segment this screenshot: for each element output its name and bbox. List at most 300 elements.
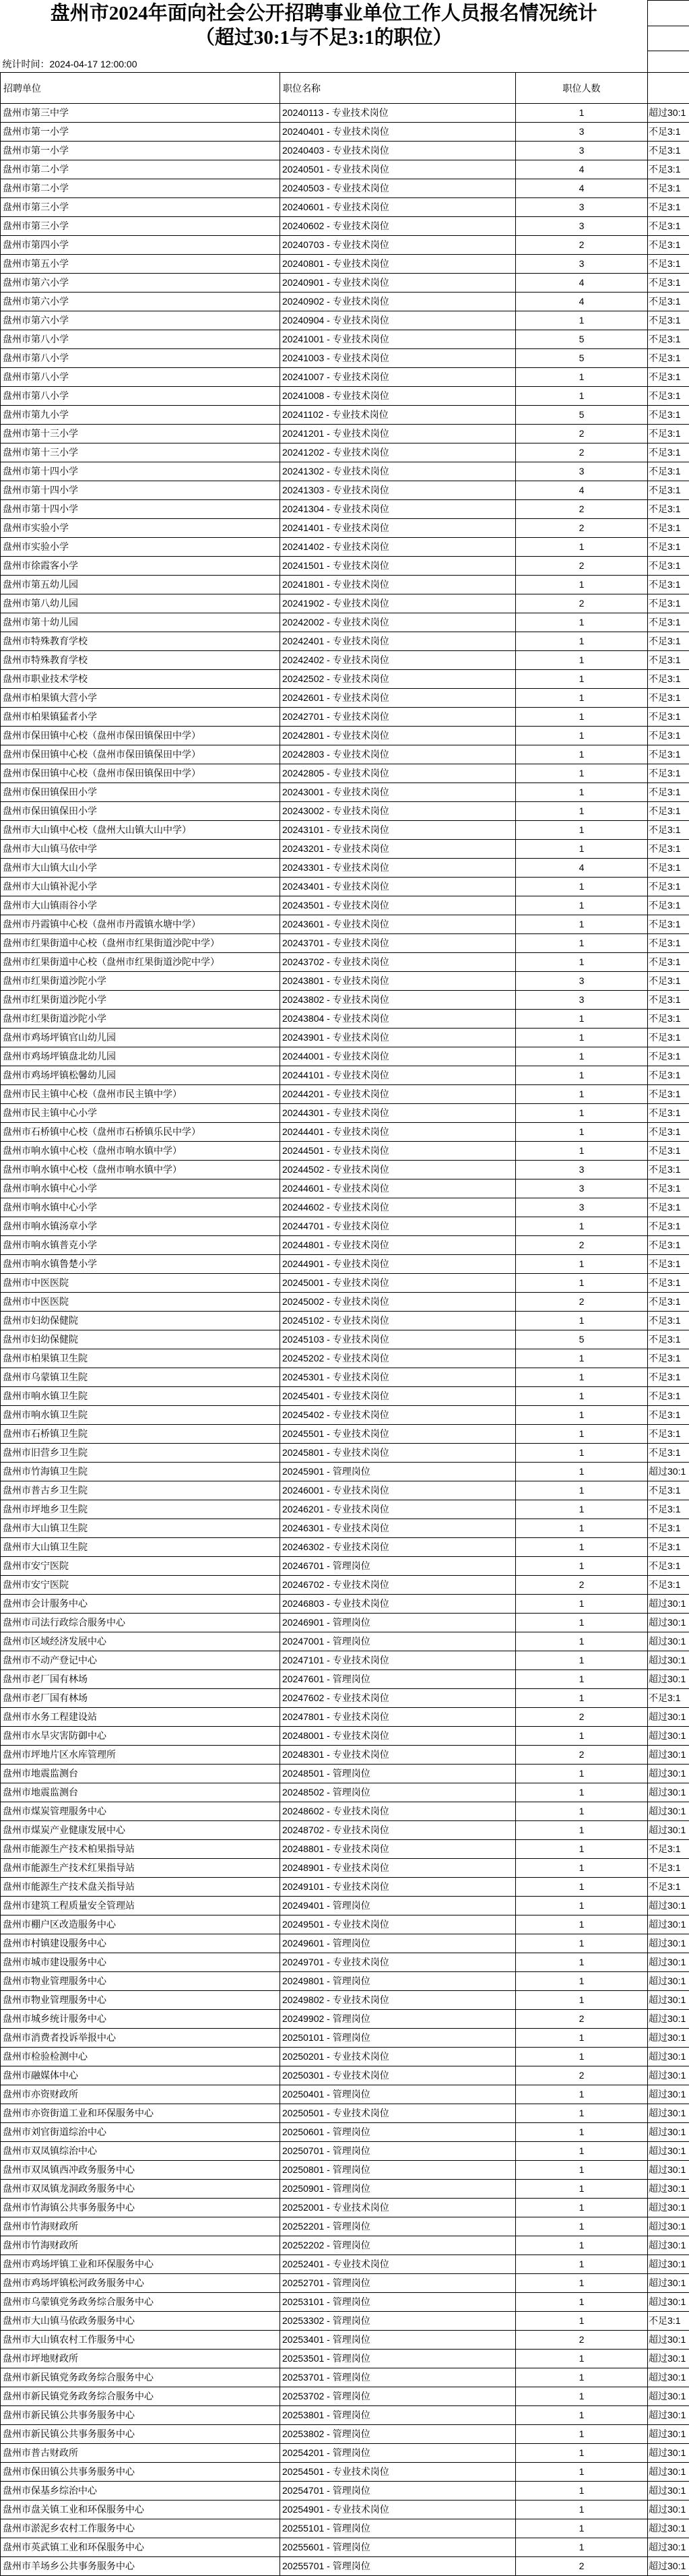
cell-cnt: 1 (516, 915, 648, 934)
table-row (1, 1142, 689, 1161)
cell-cnt: 1 (516, 840, 648, 859)
table-row (1, 1991, 689, 2010)
cell-pos: 20250801 - 管理岗位 (280, 2161, 516, 2180)
cell-ratio: 超过30:1 (648, 2463, 689, 2482)
cell-cnt: 1 (516, 2293, 648, 2312)
cell-pos: 20243901 - 专业技术岗位 (280, 1029, 516, 1047)
cell-pos: 20241007 - 专业技术岗位 (280, 368, 516, 387)
table-row (1, 1519, 689, 1538)
cell-pos: 20241302 - 专业技术岗位 (280, 462, 516, 481)
cell-cnt: 5 (516, 406, 648, 425)
cell-cnt: 1 (516, 576, 648, 594)
table-row (1, 1897, 689, 1915)
cell-ratio: 不足3:1 (648, 745, 689, 764)
cell-ratio: 不足3:1 (648, 368, 689, 387)
table-row (1, 2085, 689, 2104)
cell-unit: 盘州市红果街道中心校（盘州市红果街道沙陀中学） (1, 953, 280, 972)
cell-pos: 20249101 - 专业技术岗位 (280, 1878, 516, 1897)
cell-cnt: 1 (516, 2255, 648, 2274)
cell-ratio: 超过30:1 (648, 1463, 689, 1481)
cell-ratio: 超过30:1 (648, 1727, 689, 1746)
header-count: 职位人数 (516, 73, 648, 104)
cell-unit: 盘州市第五小学 (1, 255, 280, 274)
cell-pos: 20244701 - 专业技术岗位 (280, 1217, 516, 1236)
table-row (1, 1198, 689, 1217)
cell-ratio: 不足3:1 (648, 557, 689, 576)
cell-cnt: 1 (516, 1481, 648, 1500)
cell-ratio: 超过30:1 (648, 1746, 689, 1765)
table-row (1, 802, 689, 821)
cell-ratio: 不足3:1 (648, 142, 689, 160)
cell-unit: 盘州市司法行政综合服务中心 (1, 1614, 280, 1632)
cell-cnt: 1 (516, 1670, 648, 1689)
cell-cnt: 1 (516, 2444, 648, 2463)
cell-pos: 20241902 - 专业技术岗位 (280, 594, 516, 613)
cell-pos: 20250501 - 专业技术岗位 (280, 2104, 516, 2123)
cell-unit: 盘州市鸡场坪镇盘北幼儿园 (1, 1047, 280, 1066)
cell-ratio: 不足3:1 (648, 274, 689, 293)
table-row (1, 1783, 689, 1802)
cell-unit: 盘州市中医医院 (1, 1274, 280, 1293)
cell-cnt: 2 (516, 443, 648, 462)
table-row (1, 859, 689, 878)
table-row (1, 425, 689, 443)
cell-pos: 20246201 - 专业技术岗位 (280, 1500, 516, 1519)
cell-ratio: 不足3:1 (648, 1557, 689, 1576)
cell-cnt: 1 (516, 821, 648, 840)
cell-cnt: 2 (516, 500, 648, 519)
cell-ratio: 超过30:1 (648, 1708, 689, 1727)
cell-ratio: 超过30:1 (648, 2501, 689, 2519)
cell-ratio: 不足3:1 (648, 783, 689, 802)
cell-cnt: 1 (516, 689, 648, 708)
cell-cnt: 1 (516, 802, 648, 821)
cell-cnt: 1 (516, 670, 648, 689)
cell-ratio: 超过30:1 (648, 2010, 689, 2029)
table-row (1, 764, 689, 783)
cell-ratio: 超过30:1 (648, 2180, 689, 2199)
cell-unit: 盘州市保田镇保田小学 (1, 783, 280, 802)
cell-unit: 盘州市双凤镇西冲政务服务中心 (1, 2161, 280, 2180)
cell-ratio: 不足3:1 (648, 1142, 689, 1161)
cell-ratio: 超过30:1 (648, 2048, 689, 2066)
cell-unit: 盘州市鸡场坪镇官山幼儿园 (1, 1029, 280, 1047)
table-row (1, 274, 689, 293)
cell-pos: 20240503 - 专业技术岗位 (280, 179, 516, 198)
cell-ratio: 不足3:1 (648, 1425, 689, 1444)
cell-cnt: 1 (516, 1142, 648, 1161)
cell-cnt: 4 (516, 179, 648, 198)
table-row (1, 1274, 689, 1293)
cell-unit: 盘州市民主镇中心小学 (1, 1104, 280, 1123)
cell-unit: 盘州市老厂国有林场 (1, 1670, 280, 1689)
cell-ratio: 超过30:1 (648, 1670, 689, 1689)
cell-cnt: 3 (516, 198, 648, 217)
cell-pos: 20240401 - 专业技术岗位 (280, 123, 516, 142)
cell-ratio: 不足3:1 (648, 1368, 689, 1387)
cell-cnt: 1 (516, 1915, 648, 1934)
cell-cnt: 1 (516, 1029, 648, 1047)
cell-ratio: 不足3:1 (648, 1840, 689, 1859)
table-row (1, 160, 689, 179)
cell-cnt: 1 (516, 1104, 648, 1123)
cell-cnt: 1 (516, 783, 648, 802)
table-row (1, 2538, 689, 2557)
table-row (1, 500, 689, 519)
cell-cnt: 2 (516, 236, 648, 255)
cell-ratio: 不足3:1 (648, 915, 689, 934)
cell-unit: 盘州市竹海镇卫生院 (1, 1463, 280, 1481)
table-row (1, 293, 689, 311)
cell-unit: 盘州市第九小学 (1, 406, 280, 425)
table-row (1, 406, 689, 425)
cell-cnt: 2 (516, 1576, 648, 1595)
cell-pos: 20241501 - 专业技术岗位 (280, 557, 516, 576)
cell-ratio: 超过30:1 (648, 2387, 689, 2406)
cell-unit: 盘州市红果街道中心校（盘州市红果街道沙陀中学） (1, 934, 280, 953)
table-row (1, 2501, 689, 2519)
cell-pos: 20241008 - 专业技术岗位 (280, 387, 516, 406)
cell-unit: 盘州市棚户区改造服务中心 (1, 1915, 280, 1934)
cell-unit: 盘州市第十三小学 (1, 425, 280, 443)
cell-unit: 盘州市鸡场坪镇松馨幼儿园 (1, 1066, 280, 1085)
cell-pos: 20245801 - 专业技术岗位 (280, 1444, 516, 1463)
cell-cnt: 1 (516, 1312, 648, 1330)
cell-unit: 盘州市响水镇中心校（盘州市响水镇中学） (1, 1142, 280, 1161)
cell-ratio: 不足3:1 (648, 500, 689, 519)
cell-unit: 盘州市煤炭管理服务中心 (1, 1802, 280, 1821)
cell-unit: 盘州市保田镇中心校（盘州市保田镇保田中学） (1, 745, 280, 764)
cell-pos: 20241304 - 专业技术岗位 (280, 500, 516, 519)
cell-cnt: 2 (516, 1746, 648, 1765)
cell-pos: 20249601 - 管理岗位 (280, 1934, 516, 1953)
cell-unit: 盘州市城市建设服务中心 (1, 1953, 280, 1972)
cell-unit: 盘州市物业管理服务中心 (1, 1991, 280, 2010)
table-row (1, 594, 689, 613)
cell-pos: 20252201 - 管理岗位 (280, 2217, 516, 2236)
cell-cnt: 1 (516, 2199, 648, 2217)
table-row (1, 236, 689, 255)
header-ratio (648, 73, 689, 104)
table-row (1, 387, 689, 406)
table-row (1, 1878, 689, 1897)
cell-unit: 盘州市响水镇卫生院 (1, 1387, 280, 1406)
cell-unit: 盘州市检验检测中心 (1, 2048, 280, 2066)
cell-pos: 20248301 - 专业技术岗位 (280, 1746, 516, 1765)
cell-pos: 20242401 - 专业技术岗位 (280, 632, 516, 651)
cell-pos: 20245402 - 专业技术岗位 (280, 1406, 516, 1425)
cell-ratio: 不足3:1 (648, 123, 689, 142)
table-row (1, 462, 689, 481)
cell-cnt: 1 (516, 1217, 648, 1236)
cell-cnt: 1 (516, 2180, 648, 2199)
table-row (1, 878, 689, 896)
cell-cnt: 3 (516, 255, 648, 274)
empty-ratio-cell (648, 51, 689, 73)
cell-unit: 盘州市响水镇鲁楚小学 (1, 1255, 280, 1274)
cell-ratio: 超过30:1 (648, 2104, 689, 2123)
cell-pos: 20241001 - 专业技术岗位 (280, 330, 516, 349)
cell-pos: 20241202 - 专业技术岗位 (280, 443, 516, 462)
cell-unit: 盘州市双凤镇龙洞政务服务中心 (1, 2180, 280, 2199)
cell-cnt: 1 (516, 2463, 648, 2482)
cell-ratio: 超过30:1 (648, 2519, 689, 2538)
cell-unit: 盘州市大山镇卫生院 (1, 1519, 280, 1538)
cell-pos: 20242805 - 专业技术岗位 (280, 764, 516, 783)
cell-unit: 盘州市职业技术学校 (1, 670, 280, 689)
cell-pos: 20252202 - 管理岗位 (280, 2236, 516, 2255)
cell-cnt: 1 (516, 538, 648, 557)
cell-unit: 盘州市第八幼儿园 (1, 594, 280, 613)
cell-cnt: 1 (516, 2482, 648, 2501)
cell-ratio: 超过30:1 (648, 2217, 689, 2236)
cell-unit: 盘州市第十三小学 (1, 443, 280, 462)
table-row (1, 1972, 689, 1991)
cell-cnt: 1 (516, 632, 648, 651)
cell-cnt: 1 (516, 1765, 648, 1783)
cell-pos: 20242701 - 专业技术岗位 (280, 708, 516, 727)
cell-cnt: 1 (516, 1802, 648, 1821)
table-row (1, 217, 689, 236)
table-row (1, 1293, 689, 1312)
cell-ratio: 不足3:1 (648, 1217, 689, 1236)
cell-unit: 盘州市亦资财政所 (1, 2085, 280, 2104)
cell-cnt: 1 (516, 1821, 648, 1840)
cell-ratio: 不足3:1 (648, 1387, 689, 1406)
cell-pos: 20241801 - 专业技术岗位 (280, 576, 516, 594)
cell-unit: 盘州市鸡场坪镇松河政务服务中心 (1, 2274, 280, 2293)
cell-ratio: 不足3:1 (648, 217, 689, 236)
cell-ratio: 不足3:1 (648, 1179, 689, 1198)
cell-unit: 盘州市区域经济发展中心 (1, 1632, 280, 1651)
cell-ratio: 超过30:1 (648, 2557, 689, 2576)
cell-ratio: 超过30:1 (648, 1972, 689, 1991)
table-row (1, 821, 689, 840)
cell-unit: 盘州市淤泥乡农村工作服务中心 (1, 2519, 280, 2538)
table-row (1, 557, 689, 576)
cell-unit: 盘州市煤炭产业健康发展中心 (1, 1821, 280, 1840)
table-row (1, 1934, 689, 1953)
cell-cnt: 4 (516, 293, 648, 311)
cell-pos: 20254701 - 管理岗位 (280, 2482, 516, 2501)
cell-cnt: 5 (516, 349, 648, 368)
table-row (1, 1161, 689, 1179)
table-row (1, 1557, 689, 1576)
cell-pos: 20255701 - 管理岗位 (280, 2557, 516, 2576)
cell-pos: 20243401 - 专业技术岗位 (280, 878, 516, 896)
cell-cnt: 1 (516, 2519, 648, 2538)
cell-pos: 20252401 - 专业技术岗位 (280, 2255, 516, 2274)
cell-ratio: 不足3:1 (648, 991, 689, 1010)
cell-pos: 20245001 - 专业技术岗位 (280, 1274, 516, 1293)
table-row (1, 1444, 689, 1463)
page-title-line1: 盘州市2024年面向社会公开招聘事业单位工作人员报名情况统计 (1, 1, 647, 26)
cell-unit: 盘州市普古乡卫生院 (1, 1481, 280, 1500)
cell-pos: 20245102 - 专业技术岗位 (280, 1312, 516, 1330)
table-row (1, 2048, 689, 2066)
cell-unit: 盘州市响水镇中心小学 (1, 1198, 280, 1217)
table-row (1, 1104, 689, 1123)
cell-cnt: 2 (516, 2331, 648, 2350)
cell-unit: 盘州市大山镇农村工作服务中心 (1, 2331, 280, 2350)
cell-ratio: 超过30:1 (648, 1897, 689, 1915)
table-row (1, 1500, 689, 1519)
cell-pos: 20240601 - 专业技术岗位 (280, 198, 516, 217)
table-row (1, 991, 689, 1010)
cell-pos: 20242803 - 专业技术岗位 (280, 745, 516, 764)
cell-ratio: 超过30:1 (648, 2066, 689, 2085)
cell-unit: 盘州市第十幼儿园 (1, 613, 280, 632)
table-row (1, 2274, 689, 2293)
table-row (1, 840, 689, 859)
cell-cnt: 1 (516, 1406, 648, 1425)
cell-pos: 20249701 - 专业技术岗位 (280, 1953, 516, 1972)
table-row (1, 1689, 689, 1708)
cell-unit: 盘州市消费者投诉举报中心 (1, 2029, 280, 2048)
cell-cnt: 2 (516, 557, 648, 576)
cell-cnt: 1 (516, 1274, 648, 1293)
cell-pos: 20240901 - 专业技术岗位 (280, 274, 516, 293)
table-row (1, 1179, 689, 1198)
cell-pos: 20245501 - 专业技术岗位 (280, 1425, 516, 1444)
cell-cnt: 1 (516, 368, 648, 387)
cell-unit: 盘州市第五幼儿园 (1, 576, 280, 594)
cell-unit: 盘州市坪地片区水库管理所 (1, 1746, 280, 1765)
table-row (1, 1387, 689, 1406)
cell-unit: 盘州市第三小学 (1, 198, 280, 217)
cell-unit: 盘州市水旱灾害防御中心 (1, 1727, 280, 1746)
cell-pos: 20248801 - 专业技术岗位 (280, 1840, 516, 1859)
stat-time-label: 统计时间：2024-04-17 12:00:00 (1, 51, 648, 73)
cell-unit: 盘州市红果街道沙陀小学 (1, 972, 280, 991)
cell-ratio: 不足3:1 (648, 1481, 689, 1500)
cell-cnt: 2 (516, 1293, 648, 1312)
cell-pos: 20244801 - 专业技术岗位 (280, 1236, 516, 1255)
cell-cnt: 1 (516, 1859, 648, 1878)
table-row (1, 1236, 689, 1255)
table-row (1, 1538, 689, 1557)
cell-ratio: 不足3:1 (648, 1255, 689, 1274)
cell-unit: 盘州市新民镇党务政务综合服务中心 (1, 2387, 280, 2406)
cell-ratio: 不足3:1 (648, 821, 689, 840)
table-row (1, 2387, 689, 2406)
table-row (1, 198, 689, 217)
cell-pos: 20246702 - 专业技术岗位 (280, 1576, 516, 1595)
cell-unit: 盘州市第十四小学 (1, 481, 280, 500)
table-row (1, 2368, 689, 2387)
cell-ratio: 超过30:1 (648, 1651, 689, 1670)
cell-cnt: 1 (516, 2236, 648, 2255)
cell-ratio: 不足3:1 (648, 689, 689, 708)
cell-ratio: 不足3:1 (648, 1293, 689, 1312)
table-row (1, 1614, 689, 1632)
table-row (1, 1746, 689, 1765)
table-row (1, 2482, 689, 2501)
cell-unit: 盘州市第六小学 (1, 311, 280, 330)
cell-pos: 20243801 - 专业技术岗位 (280, 972, 516, 991)
cell-cnt: 1 (516, 1614, 648, 1632)
table-row (1, 727, 689, 745)
cell-ratio: 不足3:1 (648, 1123, 689, 1142)
cell-ratio: 超过30:1 (648, 2274, 689, 2293)
cell-ratio: 不足3:1 (648, 896, 689, 915)
cell-ratio: 不足3:1 (648, 2312, 689, 2331)
cell-cnt: 3 (516, 991, 648, 1010)
cell-cnt: 1 (516, 1727, 648, 1746)
cell-pos: 20243601 - 专业技术岗位 (280, 915, 516, 934)
cell-pos: 20243802 - 专业技术岗位 (280, 991, 516, 1010)
cell-pos: 20253802 - 管理岗位 (280, 2425, 516, 2444)
cell-unit: 盘州市红果街道沙陀小学 (1, 991, 280, 1010)
cell-ratio: 不足3:1 (648, 1500, 689, 1519)
cell-pos: 20253501 - 管理岗位 (280, 2350, 516, 2368)
cell-pos: 20244602 - 专业技术岗位 (280, 1198, 516, 1217)
table-row (1, 1765, 689, 1783)
cell-pos: 20242002 - 专业技术岗位 (280, 613, 516, 632)
cell-unit: 盘州市第八小学 (1, 387, 280, 406)
cell-pos: 20244401 - 专业技术岗位 (280, 1123, 516, 1142)
table-row (1, 443, 689, 462)
cell-cnt: 1 (516, 1085, 648, 1104)
table-row (1, 972, 689, 991)
cell-pos: 20253801 - 管理岗位 (280, 2406, 516, 2425)
cell-ratio: 不足3:1 (648, 1104, 689, 1123)
empty-ratio-cell (648, 1, 689, 26)
cell-ratio: 超过30:1 (648, 1614, 689, 1632)
cell-cnt: 1 (516, 1538, 648, 1557)
cell-unit: 盘州市民主镇中心校（盘州市民主镇中学） (1, 1085, 280, 1104)
table-row (1, 1708, 689, 1727)
table-row (1, 1330, 689, 1349)
cell-cnt: 2 (516, 425, 648, 443)
cell-unit: 盘州市乌蒙镇卫生院 (1, 1368, 280, 1387)
cell-cnt: 3 (516, 1161, 648, 1179)
cell-unit: 盘州市融媒体中心 (1, 2066, 280, 2085)
cell-cnt: 1 (516, 1953, 648, 1972)
cell-ratio: 不足3:1 (648, 1444, 689, 1463)
cell-cnt: 1 (516, 1651, 648, 1670)
cell-unit: 盘州市普古财政所 (1, 2444, 280, 2463)
cell-cnt: 1 (516, 1689, 648, 1708)
cell-cnt: 3 (516, 217, 648, 236)
cell-pos: 20244001 - 专业技术岗位 (280, 1047, 516, 1066)
cell-ratio: 不足3:1 (648, 840, 689, 859)
cell-unit: 盘州市第八小学 (1, 349, 280, 368)
cell-ratio: 不足3:1 (648, 198, 689, 217)
cell-cnt: 1 (516, 2142, 648, 2161)
cell-cnt: 1 (516, 2274, 648, 2293)
table-row (1, 519, 689, 538)
table-row (1, 934, 689, 953)
cell-cnt: 1 (516, 896, 648, 915)
cell-cnt: 1 (516, 1255, 648, 1274)
cell-pos: 20248001 - 专业技术岗位 (280, 1727, 516, 1746)
table-row (1, 142, 689, 160)
cell-unit: 盘州市柏果镇卫生院 (1, 1349, 280, 1368)
table-row (1, 2161, 689, 2180)
cell-cnt: 1 (516, 1557, 648, 1576)
cell-pos: 20242402 - 专业技术岗位 (280, 651, 516, 670)
table-row (1, 2444, 689, 2463)
cell-ratio: 超过30:1 (648, 2331, 689, 2350)
cell-ratio: 不足3:1 (648, 1274, 689, 1293)
cell-ratio: 不足3:1 (648, 859, 689, 878)
cell-pos: 20243804 - 专业技术岗位 (280, 1010, 516, 1029)
cell-cnt: 1 (516, 1783, 648, 1802)
cell-ratio: 不足3:1 (648, 972, 689, 991)
page-title-line2: （超过30:1与不足3:1的职位） (1, 26, 647, 50)
cell-pos: 20253701 - 管理岗位 (280, 2368, 516, 2387)
